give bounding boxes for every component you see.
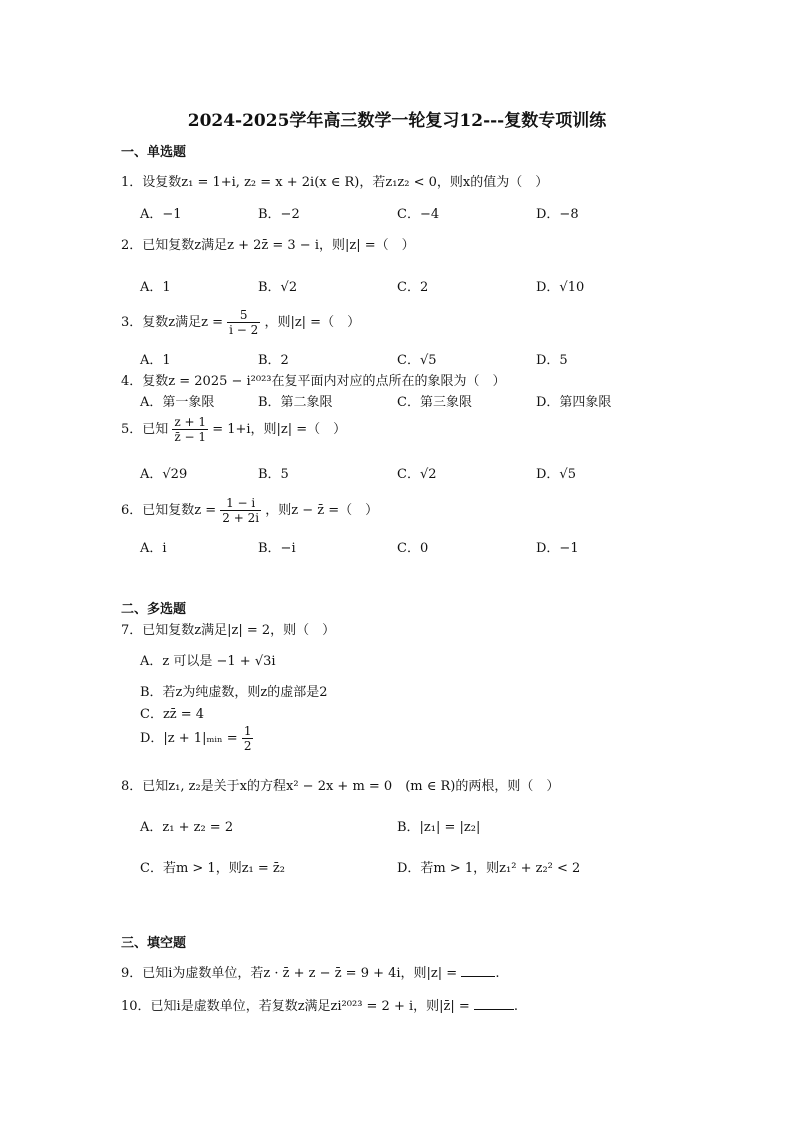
question-6-denominator: 2 + 2i bbox=[222, 511, 260, 525]
question-6-suffix: ，则z − z̄ =（ ） bbox=[265, 503, 379, 518]
question-8-stem: 8．已知z₁, z₂是关于x的方程x² − 2x + m = 0 (m ∈ R)的两根，则（ ） bbox=[121, 779, 560, 794]
question-3-option-d[interactable]: D．5 bbox=[536, 353, 568, 368]
question-3-option-b[interactable]: B．2 bbox=[258, 353, 289, 368]
question-3-fraction bbox=[227, 308, 260, 337]
question-6-option-c[interactable]: C．0 bbox=[397, 541, 429, 556]
question-7-option-c[interactable]: C．zz̄ = 4 bbox=[140, 707, 205, 722]
question-9-answer-blank[interactable] bbox=[461, 964, 495, 977]
question-5-denominator: z̄ − 1 bbox=[174, 430, 207, 444]
question-1-stem: 1．设复数z₁ = 1+i, z₂ = x + 2i(x ∈ R)，若z₁z₂ < 0，则x的值为（ ） bbox=[121, 175, 549, 190]
question-2-option-a[interactable]: A．1 bbox=[140, 280, 171, 295]
question-2-option-c[interactable]: C．2 bbox=[397, 280, 429, 295]
question-4-stem: 4．复数z = 2025 − i²⁰²³在复平面内对应的点所在的象限为（ ） bbox=[121, 374, 506, 389]
question-1-option-a[interactable]: A．−1 bbox=[140, 207, 182, 222]
question-5-numerator: z + 1 bbox=[174, 415, 207, 429]
question-6-stem bbox=[121, 496, 378, 525]
question-10-stem bbox=[121, 995, 518, 1014]
question-2-stem: 2．已知复数z满足z + 2z̄ = 3 − i，则|z| =（ ） bbox=[121, 238, 415, 253]
question-7-option-d-prefix: D．|z + 1|ₘᵢₙ = bbox=[140, 731, 238, 746]
question-5-prefix: 5．已知 bbox=[121, 422, 169, 437]
question-7-option-b[interactable]: B．若z为纯虚数，则z的虚部是2 bbox=[140, 685, 328, 700]
question-7-stem: 7．已知复数z满足|z| = 2，则（ ） bbox=[121, 623, 336, 638]
page-title: 2024-2025学年高三数学一轮复习12---复数专项训练 bbox=[187, 111, 607, 131]
question-8-option-b[interactable]: B．|z₁| = |z₂| bbox=[397, 820, 481, 835]
question-7-option-d-fraction bbox=[242, 724, 254, 753]
question-6-option-a[interactable]: A．i bbox=[140, 541, 167, 556]
question-1-option-d[interactable]: D．−8 bbox=[536, 207, 579, 222]
question-3-prefix: 3．复数z满足z = bbox=[121, 315, 223, 330]
question-7-option-a[interactable]: A．z 可以是 −1 + √3i bbox=[140, 654, 276, 669]
question-4-option-b[interactable]: B．第二象限 bbox=[258, 395, 333, 410]
question-6-option-b[interactable]: B．−i bbox=[258, 541, 296, 556]
question-5-fraction bbox=[172, 415, 208, 444]
question-8-option-c[interactable]: C．若m > 1，则z₁ = z̄₂ bbox=[140, 861, 285, 876]
question-7-option-d-numerator: 1 bbox=[243, 724, 252, 738]
question-9-stem bbox=[121, 962, 499, 981]
question-1-option-b[interactable]: B．−2 bbox=[258, 207, 300, 222]
question-8-option-d[interactable]: D．若m > 1，则z₁² + z₂² < 2 bbox=[397, 861, 581, 876]
question-3-numerator: 5 bbox=[227, 308, 260, 323]
question-2-option-b[interactable]: B．√2 bbox=[258, 280, 298, 295]
question-5-suffix: = 1+i，则|z| =（ ） bbox=[212, 422, 347, 437]
question-5-option-a[interactable]: A．√29 bbox=[140, 467, 188, 482]
question-6-numerator: 1 − i bbox=[220, 496, 261, 511]
question-10-answer-blank[interactable] bbox=[474, 997, 514, 1010]
question-5-option-c[interactable]: C．√2 bbox=[397, 467, 437, 482]
question-6-fraction bbox=[220, 496, 261, 525]
question-3-denominator: i − 2 bbox=[229, 323, 259, 337]
question-1-option-c[interactable]: C．−4 bbox=[397, 207, 440, 222]
question-4-option-c[interactable]: C．第三象限 bbox=[397, 395, 472, 410]
question-3-stem bbox=[121, 308, 360, 337]
question-4-option-d[interactable]: D．第四象限 bbox=[536, 395, 612, 410]
question-3-suffix: ，则|z| =（ ） bbox=[264, 315, 361, 330]
question-2-option-d[interactable]: D．√10 bbox=[536, 280, 585, 295]
question-10-period: . bbox=[513, 999, 519, 1014]
section-heading-fill-in: 三、填空题 bbox=[121, 936, 187, 951]
question-8-option-a[interactable]: A．z₁ + z₂ = 2 bbox=[140, 820, 234, 835]
question-7-option-d-denominator: 2 bbox=[243, 739, 252, 753]
question-3-option-a[interactable]: A．1 bbox=[140, 353, 171, 368]
section-heading-multiple-choice: 二、多选题 bbox=[121, 602, 187, 617]
question-7-option-d[interactable] bbox=[140, 724, 253, 753]
question-9-period: . bbox=[495, 966, 500, 981]
question-5-stem bbox=[121, 415, 346, 444]
question-6-option-d[interactable]: D．−1 bbox=[536, 541, 579, 556]
question-5-option-b[interactable]: B．5 bbox=[258, 467, 289, 482]
question-3-option-c[interactable]: C．√5 bbox=[397, 353, 437, 368]
question-4-option-a[interactable]: A．第一象限 bbox=[140, 395, 215, 410]
question-10-text: 10．已知i是虚数单位，若复数z满足zi²⁰²³ = 2 + i，则|z̄| = bbox=[121, 999, 470, 1014]
question-5-option-d[interactable]: D．√5 bbox=[536, 467, 576, 482]
section-heading-single-choice: 一、单选题 bbox=[121, 145, 187, 160]
question-9-text: 9．已知i为虚数单位，若z · z̄ + z − z̄ = 9 + 4i，则|z| = bbox=[121, 966, 458, 981]
question-6-prefix: 6．已知复数z = bbox=[121, 503, 217, 518]
